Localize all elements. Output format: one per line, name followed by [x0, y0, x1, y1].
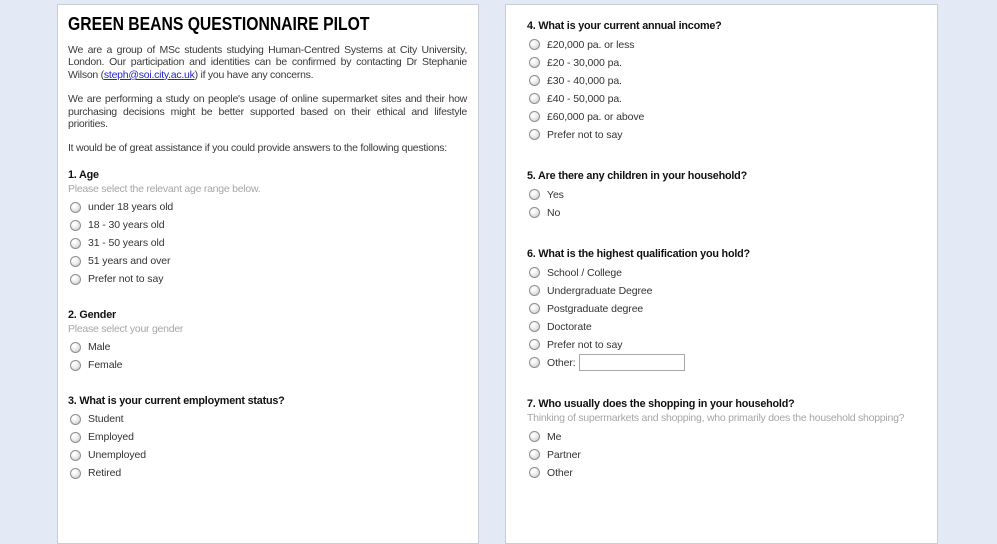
- radio-option[interactable]: [527, 57, 917, 68]
- radio-option[interactable]: [527, 189, 917, 200]
- radio-option[interactable]: [527, 339, 917, 350]
- form-title: GREEN BEANS QUESTIONNAIRE PILOT: [68, 13, 370, 34]
- radio-button-icon[interactable]: [529, 189, 540, 200]
- question-1-age: [68, 169, 467, 285]
- question-options: [68, 342, 467, 371]
- question-help-text: Please select your gender: [68, 322, 184, 335]
- question-options: [527, 39, 917, 140]
- radio-option-label: Student: [88, 413, 124, 426]
- radio-button-icon[interactable]: [529, 449, 540, 460]
- radio-option-label: Postgraduate degree: [547, 302, 644, 315]
- radio-option-label: £20 - 30,000 pa.: [547, 56, 622, 69]
- radio-option-label: Other:: [547, 356, 576, 369]
- radio-option-other[interactable]: [527, 357, 917, 368]
- radio-button-icon[interactable]: [70, 468, 81, 479]
- question-2-gender: [68, 309, 467, 371]
- radio-option[interactable]: [527, 303, 917, 314]
- radio-option[interactable]: [527, 267, 917, 278]
- radio-option-label: £60,000 pa. or above: [547, 110, 645, 123]
- radio-button-icon[interactable]: [529, 57, 540, 68]
- radio-button-icon[interactable]: [529, 321, 540, 332]
- question-6-qualification: [527, 248, 917, 368]
- radio-option[interactable]: [527, 75, 917, 86]
- radio-button-icon[interactable]: [70, 450, 81, 461]
- radio-option[interactable]: [68, 468, 467, 479]
- radio-button-icon[interactable]: [70, 432, 81, 443]
- radio-option-label: 31 - 50 years old: [88, 237, 165, 250]
- radio-option-label: under 18 years old: [88, 201, 174, 214]
- radio-option[interactable]: [527, 207, 917, 218]
- radio-option-label: Prefer not to say: [88, 273, 164, 286]
- radio-option-label: £30 - 40,000 pa.: [547, 74, 622, 87]
- question-help-text: Thinking of supermarkets and shopping, who primarily does the household shopping?: [527, 412, 905, 424]
- radio-option-label: Employed: [88, 431, 134, 444]
- question-7-shopper: [527, 398, 917, 478]
- radio-option[interactable]: [527, 431, 917, 442]
- radio-button-icon[interactable]: [529, 267, 540, 278]
- question-options: [527, 189, 917, 218]
- radio-option-label: £20,000 pa. or less: [547, 38, 635, 51]
- radio-button-icon[interactable]: [529, 285, 540, 296]
- radio-button-icon[interactable]: [70, 220, 81, 231]
- question-title: 2. Gender: [68, 308, 117, 321]
- radio-option[interactable]: [68, 432, 467, 443]
- radio-option-label: £40 - 50,000 pa.: [547, 92, 622, 105]
- question-options: [527, 267, 917, 350]
- question-options: [68, 414, 467, 479]
- radio-option[interactable]: [68, 342, 467, 353]
- question-3-employment: [68, 395, 467, 479]
- radio-option-label: Undergraduate Degree: [547, 284, 653, 297]
- radio-button-icon[interactable]: [529, 129, 540, 140]
- radio-option-label: Partner: [547, 448, 581, 461]
- radio-option-label: School / College: [547, 266, 622, 279]
- question-5-children: [527, 170, 917, 218]
- radio-button-icon[interactable]: [529, 431, 540, 442]
- radio-button-icon[interactable]: [529, 207, 540, 218]
- radio-button-icon[interactable]: [529, 75, 540, 86]
- question-title: 5. Are there any children in your household?: [527, 170, 747, 182]
- intro-paragraph-1: [68, 44, 467, 81]
- question-title: 7. Who usually does the shopping in your household?: [527, 398, 795, 410]
- question-title: 6. What is the highest qualification you hold?: [527, 248, 750, 260]
- form-panel-left: [57, 4, 479, 544]
- radio-button-icon[interactable]: [529, 39, 540, 50]
- question-help-text: Please select the relevant age range below.: [68, 182, 261, 195]
- radio-button-icon[interactable]: [70, 256, 81, 267]
- radio-option-label: 51 years and over: [88, 255, 171, 268]
- radio-option-label: Yes: [547, 188, 564, 201]
- radio-option[interactable]: [68, 220, 467, 231]
- radio-button-icon[interactable]: [529, 303, 540, 314]
- radio-option-label: Doctorate: [547, 320, 592, 333]
- radio-option-label: Prefer not to say: [547, 128, 623, 141]
- radio-button-icon[interactable]: [70, 202, 81, 213]
- radio-button-icon[interactable]: [70, 274, 81, 285]
- radio-button-icon[interactable]: [70, 360, 81, 371]
- email-link[interactable]: steph@soi.city.ac.uk: [103, 68, 195, 81]
- radio-option[interactable]: [68, 414, 467, 425]
- radio-option-label: Other: [547, 466, 573, 479]
- radio-button-icon[interactable]: [529, 93, 540, 104]
- intro-paragraph-3: It would be of great assistance if you could provide answers to the following questions:: [68, 142, 447, 155]
- radio-option-label: Male: [88, 341, 111, 354]
- question-title: 1. Age: [68, 168, 99, 181]
- radio-option-label: 18 - 30 years old: [88, 219, 165, 232]
- radio-button-icon[interactable]: [529, 357, 540, 368]
- radio-button-icon[interactable]: [529, 111, 540, 122]
- radio-button-icon[interactable]: [529, 467, 540, 478]
- radio-option-label: Me: [547, 430, 562, 443]
- intro-text-after-link: ) if you have any concerns.: [194, 68, 314, 81]
- radio-button-icon[interactable]: [70, 414, 81, 425]
- radio-option[interactable]: [527, 467, 917, 478]
- question-4-income: [527, 20, 917, 140]
- radio-option-label: Retired: [88, 467, 122, 480]
- radio-option[interactable]: [68, 450, 467, 461]
- radio-option[interactable]: [527, 321, 917, 332]
- question-title: 3. What is your current employment status?: [68, 394, 285, 407]
- intro-text-before-link: We are a group of MSc students studying Human-Centred Systems at City University, London. Our participation and identities can be confirmed by contacting Dr Stephanie Wilson (: [68, 44, 467, 81]
- radio-option[interactable]: [68, 202, 467, 213]
- radio-option[interactable]: [527, 129, 917, 140]
- radio-button-icon[interactable]: [70, 342, 81, 353]
- intro-paragraph-2: We are performing a study on people's usage of online supermarket sites and their how purchasing decisions might be better supported based on their ethical and lifestyle priorities.: [68, 93, 467, 131]
- radio-option[interactable]: [68, 238, 467, 249]
- radio-option-label: No: [547, 206, 561, 219]
- question-title: 4. What is your current annual income?: [527, 20, 722, 32]
- radio-option[interactable]: [527, 285, 917, 296]
- other-text-input[interactable]: [579, 354, 685, 371]
- radio-option[interactable]: [527, 93, 917, 104]
- form-panel-right: [505, 4, 938, 544]
- radio-button-icon[interactable]: [70, 238, 81, 249]
- question-options: [68, 202, 467, 285]
- radio-option-label: Prefer not to say: [547, 338, 623, 351]
- radio-option[interactable]: [527, 39, 917, 50]
- radio-option[interactable]: [68, 360, 467, 371]
- question-options: [527, 431, 917, 478]
- radio-option[interactable]: [68, 274, 467, 285]
- radio-option[interactable]: [68, 256, 467, 267]
- radio-option-label: Unemployed: [88, 449, 146, 462]
- radio-button-icon[interactable]: [529, 339, 540, 350]
- radio-option[interactable]: [527, 449, 917, 460]
- radio-option[interactable]: [527, 111, 917, 122]
- radio-option-label: Female: [88, 359, 123, 372]
